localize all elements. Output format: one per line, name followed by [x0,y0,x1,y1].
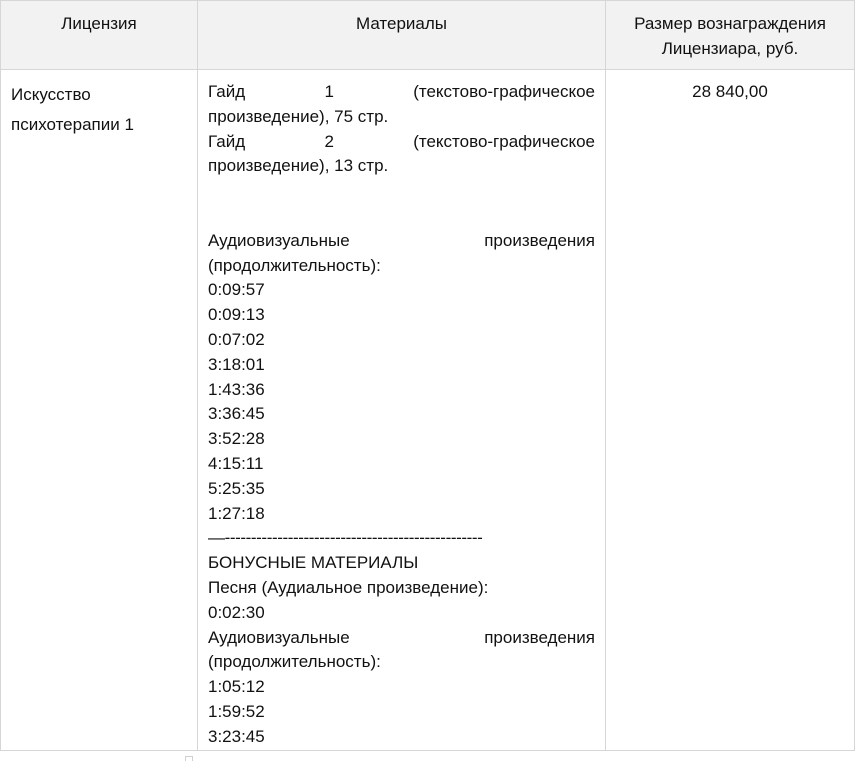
duration-item: 3:52:28 [208,429,265,449]
cell-materials [198,70,606,751]
bonus-duration-item: 1:05:12 [208,677,265,697]
table-row [1,70,855,751]
song-heading: Песня (Аудиальное произведение): [208,577,489,597]
bonus-title: БОНУСНЫЕ МАТЕРИАЛЫ [208,553,419,573]
song-duration: 0:02:30 [208,602,265,622]
header-reward-label: Размер вознаграждения Лицензиара, руб. [634,14,826,58]
header-license [1,1,198,70]
duration-item: 5:25:35 [208,478,265,498]
duration-item: 0:09:57 [208,280,265,300]
duration-item: 0:09:13 [208,305,265,325]
separator-line: —------------------------------------------------- [208,528,483,548]
duration-item: 0:07:02 [208,329,265,349]
duration-item: 3:36:45 [208,404,265,424]
bonus-duration-item: 3:23:45 [208,726,265,746]
table-header-row [1,1,855,70]
license-name: Искусство психотерапии 1 [11,85,134,134]
duration-item: 3:18:01 [208,354,265,374]
table-edge-marker [185,756,193,761]
guide1-line-1: Гайд 1 (текстово-графическое [208,82,595,101]
header-license-label: Лицензия [61,14,137,33]
reward-amount: 28 840,00 [692,82,768,101]
header-reward [606,1,855,70]
av-heading-line-1: Аудиовизуальные произведения [208,230,595,250]
bonus-duration-item: 1:59:52 [208,701,265,721]
guide2-line-1: Гайд 2 (текстово-графическое [208,131,595,151]
cell-license [1,70,198,751]
duration-item: 4:15:11 [208,453,264,473]
av-heading-line-2: (продолжительность): [208,255,381,275]
bonus-av-heading-line-1: Аудиовизуальные произведения [208,627,595,647]
header-materials-label: Материалы [355,14,448,33]
spacer [208,179,595,229]
duration-item: 1:43:36 [208,379,265,399]
guide2-line-2: произведение), 13 стр. [208,156,389,176]
cell-reward [606,70,855,751]
guide1-line-2: произведение), 75 стр. [208,106,389,126]
duration-item: 1:27:18 [208,503,265,523]
bonus-av-heading-line-2: (продолжительность): [208,652,381,672]
header-materials [198,1,606,70]
